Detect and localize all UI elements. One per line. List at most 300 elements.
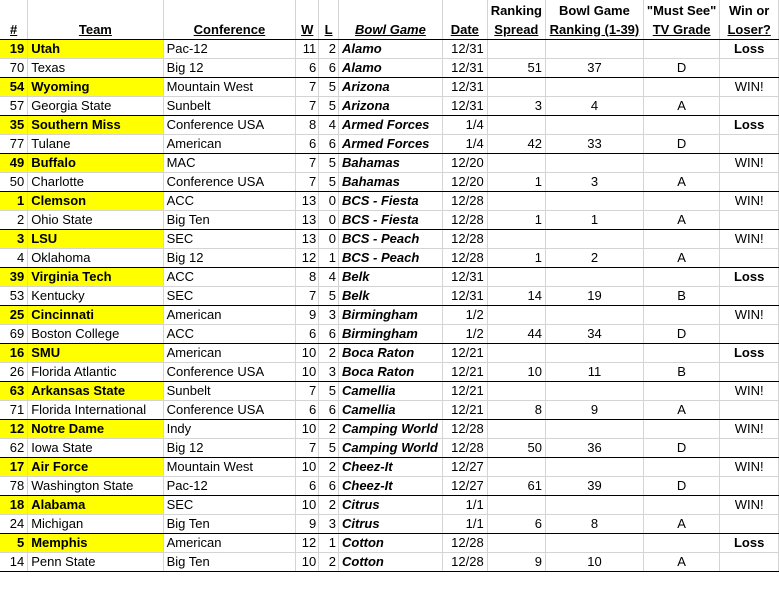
cell-conference[interactable]: Big Ten (163, 514, 296, 533)
cell-spread[interactable]: 9 (487, 552, 545, 571)
cell-date[interactable]: 12/20 (442, 172, 487, 191)
header-result[interactable]: Win or Loser? (720, 0, 779, 39)
cell-result[interactable] (720, 96, 779, 115)
cell-tv-grade[interactable]: D (643, 438, 719, 457)
cell-result[interactable]: Loss (720, 267, 779, 286)
cell-bowl-ranking[interactable] (545, 229, 643, 248)
cell-bowl-ranking[interactable] (545, 115, 643, 134)
cell-date[interactable]: 12/31 (442, 286, 487, 305)
cell-bowl-ranking[interactable] (545, 191, 643, 210)
cell-conference[interactable]: Conference USA (163, 362, 296, 381)
cell-bowl[interactable]: Cotton (338, 533, 442, 552)
cell-bowl-ranking[interactable] (545, 305, 643, 324)
cell-team[interactable]: Cincinnati (28, 305, 163, 324)
cell-tv-grade[interactable]: B (643, 286, 719, 305)
cell-date[interactable]: 12/20 (442, 153, 487, 172)
cell-result[interactable]: WIN! (720, 495, 779, 514)
cell-wins[interactable]: 13 (296, 229, 319, 248)
cell-spread[interactable] (487, 457, 545, 476)
cell-result[interactable] (720, 248, 779, 267)
cell-result[interactable]: WIN! (720, 191, 779, 210)
cell-bowl-ranking[interactable]: 19 (545, 286, 643, 305)
cell-result[interactable]: WIN! (720, 229, 779, 248)
cell-team[interactable]: Southern Miss (28, 115, 163, 134)
cell-spread[interactable] (487, 381, 545, 400)
cell-losses[interactable]: 2 (319, 457, 339, 476)
cell-rank[interactable]: 70 (0, 58, 28, 77)
cell-bowl-ranking[interactable]: 8 (545, 514, 643, 533)
header-w[interactable]: W (296, 0, 319, 39)
cell-spread[interactable] (487, 77, 545, 96)
cell-tv-grade[interactable] (643, 305, 719, 324)
cell-team[interactable]: Iowa State (28, 438, 163, 457)
cell-result[interactable]: WIN! (720, 305, 779, 324)
cell-team[interactable]: Clemson (28, 191, 163, 210)
cell-team[interactable]: Alabama (28, 495, 163, 514)
cell-bowl[interactable]: BCS - Peach (338, 248, 442, 267)
cell-losses[interactable]: 4 (319, 267, 339, 286)
cell-wins[interactable]: 12 (296, 248, 319, 267)
cell-team[interactable]: Buffalo (28, 153, 163, 172)
cell-losses[interactable]: 5 (319, 153, 339, 172)
cell-bowl-ranking[interactable] (545, 457, 643, 476)
cell-date[interactable]: 12/28 (442, 210, 487, 229)
cell-conference[interactable]: American (163, 343, 296, 362)
cell-losses[interactable]: 3 (319, 362, 339, 381)
cell-result[interactable]: Loss (720, 343, 779, 362)
cell-bowl[interactable]: Birmingham (338, 324, 442, 343)
cell-tv-grade[interactable] (643, 153, 719, 172)
cell-conference[interactable]: American (163, 533, 296, 552)
cell-wins[interactable]: 10 (296, 552, 319, 571)
cell-tv-grade[interactable]: A (643, 172, 719, 191)
cell-spread[interactable] (487, 153, 545, 172)
cell-result[interactable]: Loss (720, 533, 779, 552)
cell-tv-grade[interactable]: D (643, 476, 719, 495)
cell-rank[interactable]: 12 (0, 419, 28, 438)
cell-result[interactable]: WIN! (720, 419, 779, 438)
cell-tv-grade[interactable]: D (643, 58, 719, 77)
cell-bowl[interactable]: Citrus (338, 514, 442, 533)
cell-bowl-ranking[interactable]: 4 (545, 96, 643, 115)
cell-date[interactable]: 12/28 (442, 229, 487, 248)
cell-wins[interactable]: 11 (296, 39, 319, 58)
cell-rank[interactable]: 26 (0, 362, 28, 381)
cell-losses[interactable]: 5 (319, 381, 339, 400)
cell-rank[interactable]: 78 (0, 476, 28, 495)
cell-date[interactable]: 12/28 (442, 552, 487, 571)
cell-result[interactable]: Loss (720, 115, 779, 134)
cell-spread[interactable]: 1 (487, 172, 545, 191)
cell-team[interactable]: Penn State (28, 552, 163, 571)
cell-wins[interactable]: 10 (296, 457, 319, 476)
cell-tv-grade[interactable] (643, 267, 719, 286)
cell-rank[interactable]: 14 (0, 552, 28, 571)
cell-spread[interactable]: 50 (487, 438, 545, 457)
cell-conference[interactable]: Mountain West (163, 457, 296, 476)
cell-tv-grade[interactable] (643, 343, 719, 362)
cell-wins[interactable]: 9 (296, 514, 319, 533)
cell-bowl-ranking[interactable] (545, 39, 643, 58)
cell-spread[interactable] (487, 191, 545, 210)
cell-losses[interactable]: 1 (319, 533, 339, 552)
cell-date[interactable]: 1/4 (442, 115, 487, 134)
cell-spread[interactable]: 44 (487, 324, 545, 343)
cell-wins[interactable]: 7 (296, 96, 319, 115)
cell-bowl[interactable]: Bahamas (338, 153, 442, 172)
cell-bowl-ranking[interactable] (545, 343, 643, 362)
cell-conference[interactable]: MAC (163, 153, 296, 172)
cell-team[interactable]: Virginia Tech (28, 267, 163, 286)
cell-date[interactable]: 12/27 (442, 457, 487, 476)
cell-result[interactable] (720, 438, 779, 457)
cell-result[interactable] (720, 400, 779, 419)
cell-tv-grade[interactable] (643, 457, 719, 476)
cell-spread[interactable] (487, 495, 545, 514)
cell-result[interactable] (720, 172, 779, 191)
cell-rank[interactable]: 19 (0, 39, 28, 58)
cell-rank[interactable]: 18 (0, 495, 28, 514)
cell-losses[interactable]: 5 (319, 438, 339, 457)
cell-losses[interactable]: 6 (319, 400, 339, 419)
cell-spread[interactable] (487, 343, 545, 362)
cell-team[interactable]: Wyoming (28, 77, 163, 96)
cell-bowl[interactable]: Belk (338, 286, 442, 305)
cell-conference[interactable]: Indy (163, 419, 296, 438)
header-date[interactable]: Date (442, 0, 487, 39)
cell-bowl[interactable]: Arizona (338, 96, 442, 115)
cell-bowl[interactable]: Camping World (338, 419, 442, 438)
cell-team[interactable]: Georgia State (28, 96, 163, 115)
cell-bowl[interactable]: Belk (338, 267, 442, 286)
cell-bowl[interactable]: Armed Forces (338, 134, 442, 153)
cell-team[interactable]: Ohio State (28, 210, 163, 229)
cell-tv-grade[interactable]: D (643, 134, 719, 153)
cell-wins[interactable]: 7 (296, 77, 319, 96)
cell-bowl[interactable]: Armed Forces (338, 115, 442, 134)
cell-result[interactable] (720, 476, 779, 495)
cell-team[interactable]: Kentucky (28, 286, 163, 305)
cell-spread[interactable]: 1 (487, 248, 545, 267)
cell-rank[interactable]: 54 (0, 77, 28, 96)
cell-team[interactable]: Tulane (28, 134, 163, 153)
cell-bowl[interactable]: Camellia (338, 400, 442, 419)
cell-spread[interactable] (487, 267, 545, 286)
header-conference[interactable]: Conference (163, 0, 296, 39)
cell-date[interactable]: 1/1 (442, 514, 487, 533)
cell-result[interactable] (720, 286, 779, 305)
cell-wins[interactable]: 6 (296, 476, 319, 495)
cell-losses[interactable]: 6 (319, 134, 339, 153)
cell-tv-grade[interactable] (643, 77, 719, 96)
cell-losses[interactable]: 0 (319, 191, 339, 210)
cell-wins[interactable]: 6 (296, 400, 319, 419)
cell-conference[interactable]: Big Ten (163, 210, 296, 229)
cell-bowl-ranking[interactable] (545, 153, 643, 172)
cell-result[interactable]: Loss (720, 39, 779, 58)
cell-bowl[interactable]: Camping World (338, 438, 442, 457)
cell-bowl-ranking[interactable]: 36 (545, 438, 643, 457)
cell-tv-grade[interactable]: A (643, 210, 719, 229)
cell-date[interactable]: 12/28 (442, 533, 487, 552)
cell-team[interactable]: Charlotte (28, 172, 163, 191)
cell-conference[interactable]: American (163, 305, 296, 324)
cell-losses[interactable]: 3 (319, 514, 339, 533)
cell-result[interactable] (720, 134, 779, 153)
cell-tv-grade[interactable]: A (643, 400, 719, 419)
cell-bowl-ranking[interactable]: 10 (545, 552, 643, 571)
cell-spread[interactable]: 42 (487, 134, 545, 153)
cell-conference[interactable]: Conference USA (163, 172, 296, 191)
cell-bowl[interactable]: Cotton (338, 552, 442, 571)
cell-tv-grade[interactable]: B (643, 362, 719, 381)
cell-date[interactable]: 12/31 (442, 267, 487, 286)
cell-result[interactable] (720, 514, 779, 533)
cell-spread[interactable]: 1 (487, 210, 545, 229)
cell-losses[interactable]: 1 (319, 248, 339, 267)
cell-result[interactable]: WIN! (720, 153, 779, 172)
cell-tv-grade[interactable] (643, 495, 719, 514)
cell-tv-grade[interactable] (643, 39, 719, 58)
cell-team[interactable]: Boston College (28, 324, 163, 343)
cell-conference[interactable]: SEC (163, 229, 296, 248)
cell-conference[interactable]: Sunbelt (163, 96, 296, 115)
cell-wins[interactable]: 7 (296, 438, 319, 457)
cell-bowl[interactable]: Cheez-It (338, 476, 442, 495)
cell-bowl-ranking[interactable] (545, 77, 643, 96)
cell-losses[interactable]: 0 (319, 210, 339, 229)
cell-date[interactable]: 12/31 (442, 77, 487, 96)
cell-result[interactable]: WIN! (720, 77, 779, 96)
cell-date[interactable]: 12/28 (442, 191, 487, 210)
cell-wins[interactable]: 6 (296, 134, 319, 153)
cell-date[interactable]: 1/2 (442, 324, 487, 343)
cell-team[interactable]: Florida Atlantic (28, 362, 163, 381)
cell-tv-grade[interactable] (643, 191, 719, 210)
cell-conference[interactable]: ACC (163, 267, 296, 286)
cell-losses[interactable]: 4 (319, 115, 339, 134)
cell-team[interactable]: Washington State (28, 476, 163, 495)
cell-bowl-ranking[interactable]: 33 (545, 134, 643, 153)
cell-team[interactable]: Memphis (28, 533, 163, 552)
cell-spread[interactable] (487, 305, 545, 324)
cell-rank[interactable]: 57 (0, 96, 28, 115)
cell-rank[interactable]: 62 (0, 438, 28, 457)
cell-bowl[interactable]: Alamo (338, 39, 442, 58)
cell-tv-grade[interactable] (643, 381, 719, 400)
cell-bowl-ranking[interactable] (545, 267, 643, 286)
cell-date[interactable]: 12/28 (442, 248, 487, 267)
cell-bowl[interactable]: BCS - Fiesta (338, 191, 442, 210)
cell-bowl[interactable]: Birmingham (338, 305, 442, 324)
cell-conference[interactable]: ACC (163, 191, 296, 210)
cell-bowl-ranking[interactable]: 3 (545, 172, 643, 191)
cell-rank[interactable]: 1 (0, 191, 28, 210)
cell-wins[interactable]: 10 (296, 343, 319, 362)
cell-spread[interactable] (487, 115, 545, 134)
cell-wins[interactable]: 12 (296, 533, 319, 552)
cell-date[interactable]: 1/4 (442, 134, 487, 153)
cell-result[interactable] (720, 324, 779, 343)
cell-rank[interactable]: 25 (0, 305, 28, 324)
cell-team[interactable]: Air Force (28, 457, 163, 476)
cell-tv-grade[interactable]: D (643, 324, 719, 343)
cell-tv-grade[interactable] (643, 115, 719, 134)
cell-rank[interactable]: 49 (0, 153, 28, 172)
cell-losses[interactable]: 2 (319, 419, 339, 438)
header-spread[interactable]: Ranking Spread (487, 0, 545, 39)
cell-rank[interactable]: 69 (0, 324, 28, 343)
cell-losses[interactable]: 5 (319, 77, 339, 96)
cell-tv-grade[interactable]: A (643, 248, 719, 267)
cell-rank[interactable]: 63 (0, 381, 28, 400)
cell-wins[interactable]: 8 (296, 267, 319, 286)
cell-bowl[interactable]: Citrus (338, 495, 442, 514)
cell-wins[interactable]: 7 (296, 153, 319, 172)
cell-conference[interactable]: SEC (163, 495, 296, 514)
cell-team[interactable]: Michigan (28, 514, 163, 533)
cell-date[interactable]: 12/28 (442, 419, 487, 438)
cell-date[interactable]: 1/1 (442, 495, 487, 514)
cell-rank[interactable]: 35 (0, 115, 28, 134)
cell-losses[interactable]: 2 (319, 343, 339, 362)
cell-result[interactable] (720, 552, 779, 571)
cell-losses[interactable]: 5 (319, 172, 339, 191)
cell-result[interactable] (720, 362, 779, 381)
cell-conference[interactable]: Conference USA (163, 400, 296, 419)
cell-wins[interactable]: 10 (296, 362, 319, 381)
cell-result[interactable]: WIN! (720, 381, 779, 400)
cell-tv-grade[interactable] (643, 419, 719, 438)
cell-losses[interactable]: 2 (319, 39, 339, 58)
cell-losses[interactable]: 3 (319, 305, 339, 324)
cell-tv-grade[interactable] (643, 229, 719, 248)
cell-date[interactable]: 12/31 (442, 58, 487, 77)
cell-conference[interactable]: Pac-12 (163, 39, 296, 58)
cell-losses[interactable]: 2 (319, 495, 339, 514)
header-bowl-ranking[interactable]: Bowl Game Ranking (1-39) (545, 0, 643, 39)
cell-bowl[interactable]: BCS - Fiesta (338, 210, 442, 229)
cell-result[interactable]: WIN! (720, 457, 779, 476)
cell-rank[interactable]: 77 (0, 134, 28, 153)
cell-losses[interactable]: 2 (319, 552, 339, 571)
header-bowl[interactable]: Bowl Game (338, 0, 442, 39)
cell-losses[interactable]: 6 (319, 58, 339, 77)
cell-date[interactable]: 12/31 (442, 96, 487, 115)
cell-spread[interactable]: 61 (487, 476, 545, 495)
cell-bowl-ranking[interactable]: 2 (545, 248, 643, 267)
cell-bowl-ranking[interactable] (545, 495, 643, 514)
cell-date[interactable]: 12/21 (442, 400, 487, 419)
cell-spread[interactable] (487, 533, 545, 552)
cell-bowl-ranking[interactable]: 11 (545, 362, 643, 381)
cell-bowl-ranking[interactable]: 34 (545, 324, 643, 343)
cell-spread[interactable]: 51 (487, 58, 545, 77)
cell-bowl[interactable]: Cheez-It (338, 457, 442, 476)
cell-conference[interactable]: Sunbelt (163, 381, 296, 400)
cell-team[interactable]: Arkansas State (28, 381, 163, 400)
cell-bowl[interactable]: Boca Raton (338, 343, 442, 362)
cell-conference[interactable]: Big 12 (163, 248, 296, 267)
cell-conference[interactable]: Mountain West (163, 77, 296, 96)
cell-date[interactable]: 12/21 (442, 362, 487, 381)
cell-rank[interactable]: 16 (0, 343, 28, 362)
cell-wins[interactable]: 6 (296, 324, 319, 343)
cell-bowl-ranking[interactable] (545, 419, 643, 438)
cell-losses[interactable]: 5 (319, 286, 339, 305)
cell-wins[interactable]: 10 (296, 495, 319, 514)
header-l[interactable]: L (319, 0, 339, 39)
cell-bowl[interactable]: BCS - Peach (338, 229, 442, 248)
cell-rank[interactable]: 50 (0, 172, 28, 191)
cell-rank[interactable]: 53 (0, 286, 28, 305)
cell-date[interactable]: 12/28 (442, 438, 487, 457)
cell-wins[interactable]: 7 (296, 286, 319, 305)
header-tv-grade[interactable]: "Must See" TV Grade (643, 0, 719, 39)
cell-result[interactable] (720, 58, 779, 77)
cell-spread[interactable] (487, 229, 545, 248)
cell-wins[interactable]: 8 (296, 115, 319, 134)
cell-rank[interactable]: 17 (0, 457, 28, 476)
cell-bowl[interactable]: Bahamas (338, 172, 442, 191)
cell-rank[interactable]: 71 (0, 400, 28, 419)
cell-wins[interactable]: 13 (296, 210, 319, 229)
cell-bowl[interactable]: Arizona (338, 77, 442, 96)
cell-conference[interactable]: ACC (163, 324, 296, 343)
cell-wins[interactable]: 13 (296, 191, 319, 210)
cell-rank[interactable]: 4 (0, 248, 28, 267)
cell-bowl-ranking[interactable] (545, 381, 643, 400)
cell-rank[interactable]: 3 (0, 229, 28, 248)
cell-bowl-ranking[interactable]: 37 (545, 58, 643, 77)
cell-date[interactable]: 12/21 (442, 343, 487, 362)
cell-tv-grade[interactable]: A (643, 514, 719, 533)
cell-losses[interactable]: 0 (319, 229, 339, 248)
cell-rank[interactable]: 5 (0, 533, 28, 552)
cell-spread[interactable]: 14 (487, 286, 545, 305)
cell-conference[interactable]: Conference USA (163, 115, 296, 134)
cell-tv-grade[interactable] (643, 533, 719, 552)
cell-losses[interactable]: 6 (319, 476, 339, 495)
cell-rank[interactable]: 39 (0, 267, 28, 286)
cell-bowl[interactable]: Alamo (338, 58, 442, 77)
cell-conference[interactable]: Big 12 (163, 438, 296, 457)
cell-wins[interactable]: 6 (296, 58, 319, 77)
cell-spread[interactable] (487, 419, 545, 438)
cell-conference[interactable]: American (163, 134, 296, 153)
cell-team[interactable]: Utah (28, 39, 163, 58)
cell-spread[interactable]: 8 (487, 400, 545, 419)
cell-losses[interactable]: 5 (319, 96, 339, 115)
cell-date[interactable]: 12/31 (442, 39, 487, 58)
cell-date[interactable]: 1/2 (442, 305, 487, 324)
cell-wins[interactable]: 9 (296, 305, 319, 324)
cell-bowl-ranking[interactable]: 1 (545, 210, 643, 229)
cell-losses[interactable]: 6 (319, 324, 339, 343)
cell-bowl-ranking[interactable]: 39 (545, 476, 643, 495)
header-team[interactable]: Team (28, 0, 163, 39)
cell-conference[interactable]: Big Ten (163, 552, 296, 571)
cell-bowl[interactable]: Camellia (338, 381, 442, 400)
cell-bowl[interactable]: Boca Raton (338, 362, 442, 381)
cell-team[interactable]: Oklahoma (28, 248, 163, 267)
cell-spread[interactable] (487, 39, 545, 58)
cell-team[interactable]: LSU (28, 229, 163, 248)
cell-rank[interactable]: 2 (0, 210, 28, 229)
cell-wins[interactable]: 7 (296, 381, 319, 400)
cell-tv-grade[interactable]: A (643, 552, 719, 571)
cell-wins[interactable]: 7 (296, 172, 319, 191)
